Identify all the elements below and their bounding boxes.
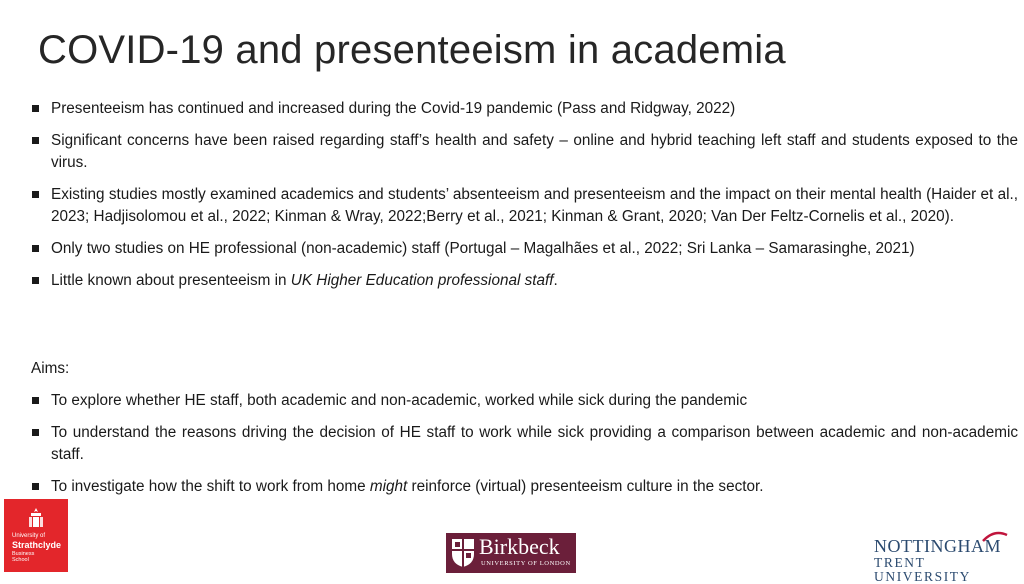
square-bullet-icon [32,483,39,490]
bullet-text-after: . [553,272,558,289]
square-bullet-icon [32,397,39,404]
birkbeck-name: Birkbeck [479,534,560,559]
ntu-line1: NOTTINGHAM [874,536,1001,556]
bullet-text-italic: UK Higher Education professional staff [290,272,554,289]
bullet-text: Only two studies on HE professional (non-academic) staff (Portugal – Magalhães et al., 2022; Sri Lanka – Samarasinghe, 2021) [51,240,915,257]
strathclyde-line1: University of [12,533,46,539]
bullet-item [30,130,1018,174]
bullet-text: Significant concerns have been raised regarding staff’s health and safety – online and hybrid teaching left staff and students exposed to the virus. [51,132,1018,171]
birkbeck-logo [446,533,576,573]
aim-item [30,476,1018,498]
bullet-text: Existing studies mostly examined academics and students’ absenteeism and presenteeism and the impact on their mental health (Haider et al., 2023; Hadjisolomou et al., 2022; Kinman & Wray, 2022;Berry et al., 2021; Kinman & Grant, 2020; Van Der Feltz-Cornelis et al., 2020). [51,186,1018,225]
square-bullet-icon [32,429,39,436]
aim-text-after: reinforce (virtual) presenteeism culture in the sector. [407,478,764,495]
aim-item [30,390,1018,412]
bullet-item [30,98,1018,120]
aims-bullet-list [30,390,1018,508]
ntu-line2: TRENT UNIVERSITY [874,555,971,584]
square-bullet-icon [32,137,39,144]
strathclyde-line3: Business School [12,551,35,563]
aim-text-before: To investigate how the shift to work from home [51,478,370,495]
square-bullet-icon [32,245,39,252]
square-bullet-icon [32,105,39,112]
background-bullet-list [30,98,1018,302]
bullet-item [30,270,1018,292]
bullet-text-before: Little known about presenteeism in [51,272,291,289]
aims-heading: Aims: [31,360,70,377]
strathclyde-line2: Strathclyde [12,540,62,550]
bullet-item [30,238,1018,260]
bullet-text: Presenteeism has continued and increased during the Covid-19 pandemic (Pass and Ridgway, 2022) [51,100,736,117]
aim-text: To understand the reasons driving the decision of HE staff to work while sick providing a comparison between academic and non-academic staff. [51,424,1018,463]
square-bullet-icon [32,277,39,284]
aim-text-italic: might [369,478,408,495]
aim-item [30,422,1018,466]
aim-text: To explore whether HE staff, both academic and non-academic, worked while sick during the pandemic [51,392,748,409]
slide-title: COVID-19 and presenteeism in academia [38,28,786,72]
bullet-item [30,184,1018,228]
square-bullet-icon [32,191,39,198]
ntu-logo [874,537,1024,584]
birkbeck-subtitle: UNIVERSITY OF LONDON [481,560,571,567]
birkbeck-shield-icon [451,538,475,568]
strathclyde-crest-icon [26,507,46,529]
strathclyde-logo [4,499,68,572]
ntu-swoosh-icon [982,531,1008,543]
